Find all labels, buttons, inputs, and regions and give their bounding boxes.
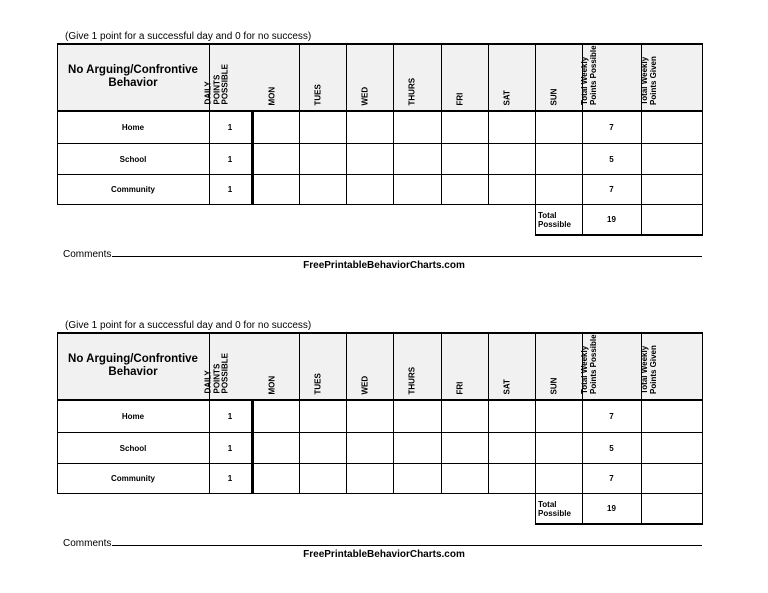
row-label-school: School [119, 443, 147, 453]
instructions: (Give 1 point for a successful day and 0 for no success) [65, 31, 312, 42]
chart-title: No Arguing/Confrontive Behavior [68, 352, 198, 378]
header-total-possible: Total Weekly Points Possible [579, 45, 597, 105]
total-possible-label: Total Possible [538, 499, 571, 518]
header-mon: MON [267, 86, 276, 105]
row-label-school: School [119, 154, 147, 164]
header-total-given: Total Weekly Points Given [639, 56, 657, 105]
header-mon: MON [267, 375, 276, 394]
chart-table [57, 43, 703, 235]
row-label-community: Community [111, 474, 155, 483]
header-total-given: Total Weekly Points Given [639, 345, 657, 394]
total-possible-value: 19 [607, 215, 616, 224]
behavior-chart-2 [0, 320, 768, 570]
daily-points-school: 1 [227, 154, 233, 164]
header-sun: SUN [549, 377, 558, 394]
behavior-chart-1 [0, 31, 768, 281]
daily-points-school: 1 [227, 443, 233, 453]
daily-points-home: 1 [227, 412, 233, 421]
weekly-possible-school: 5 [609, 154, 614, 164]
chart-table [57, 332, 703, 524]
header-wed: WED [360, 375, 369, 394]
daily-points-community: 1 [227, 185, 233, 194]
header-thurs: THURS [407, 366, 417, 394]
header-tues: TUES [313, 372, 322, 394]
comments-line[interactable]: Comments [63, 537, 702, 549]
header-total-possible: Total Weekly Points Possible [579, 334, 597, 394]
footer-site: FreePrintableBehaviorCharts.com [303, 549, 465, 560]
chart-title: No Arguing/Confrontive Behavior [68, 63, 198, 89]
daily-points-home: 1 [227, 123, 233, 132]
weekly-possible-home: 7 [609, 412, 614, 421]
header-fri: FRI [455, 381, 464, 394]
total-possible-label: Total Possible [538, 210, 571, 229]
header-daily-points: DAILY POINTS POSSIBLE [203, 352, 230, 393]
header-fri: FRI [455, 92, 464, 105]
weekly-possible-school: 5 [609, 443, 614, 453]
daily-points-community: 1 [227, 474, 233, 483]
header-wed: WED [360, 86, 369, 105]
weekly-possible-home: 7 [609, 123, 614, 132]
weekly-possible-community: 7 [609, 185, 614, 194]
weekly-possible-community: 7 [609, 474, 614, 483]
row-label-home: Home [121, 412, 145, 421]
header-sat: SAT [502, 89, 511, 105]
header-daily-points: DAILY POINTS POSSIBLE [203, 63, 230, 104]
row-label-community: Community [111, 185, 155, 194]
instructions: (Give 1 point for a successful day and 0 for no success) [65, 320, 312, 331]
header-tues: TUES [313, 83, 322, 105]
header-sat: SAT [502, 378, 511, 394]
comments-line[interactable]: Comments [63, 248, 702, 260]
header-sun: SUN [549, 88, 558, 105]
footer-site: FreePrintableBehaviorCharts.com [303, 260, 465, 271]
row-label-home: Home [121, 123, 145, 132]
header-thurs: THURS [407, 77, 417, 105]
total-possible-value: 19 [607, 504, 616, 513]
